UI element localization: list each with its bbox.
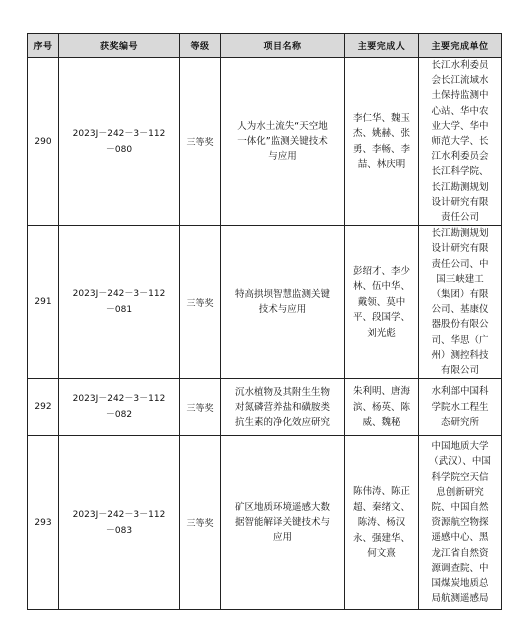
cell-project-line: 据智能解译关键技术与 xyxy=(234,517,330,529)
header-units: 主要完成单位 xyxy=(419,34,502,58)
cell-people-line: 喆、林庆明 xyxy=(357,159,406,171)
cell-people-line: 何文熹 xyxy=(367,548,396,560)
cell-units-line: （集团）有限 xyxy=(431,289,489,301)
cell-award-no-line: －083 xyxy=(105,525,133,536)
cell-people-line: 刘光彪 xyxy=(367,327,396,339)
cell-project-line: 与应用 xyxy=(268,151,297,163)
cell-units-line: 中国地质大学 xyxy=(431,441,489,453)
cell-units-line: 源调查院、中 xyxy=(431,562,489,574)
cell-units-line: 长江科学院、 xyxy=(431,166,489,178)
cell-units-line: 会长江流域水 xyxy=(431,75,489,87)
cell-units xyxy=(419,436,502,610)
cell-seq: 293 xyxy=(28,436,59,610)
cell-units-line: 龙江省自然资 xyxy=(431,547,489,559)
cell-people-line: 朱利明、唐海 xyxy=(352,386,410,398)
cell-units-line: 局航测遥感局 xyxy=(431,593,489,605)
cell-people xyxy=(345,379,419,436)
cell-people-line: 杰、姚赫、张 xyxy=(352,128,410,140)
cell-project-line: 沉水植物及其附生生物 xyxy=(234,386,330,398)
cell-people-line: 林、伍中华、 xyxy=(352,281,410,292)
header-people: 主要完成人 xyxy=(345,34,419,58)
cell-grade: 三等奖 xyxy=(180,226,221,379)
cell-grade: 三等奖 xyxy=(180,436,221,610)
table-header xyxy=(28,34,502,58)
table-row xyxy=(28,58,502,226)
cell-project-line: 一体化”监测关键技术 xyxy=(237,136,328,148)
cell-units-line: 司、华思（广 xyxy=(431,334,489,346)
awards-table xyxy=(27,33,502,610)
cell-seq: 292 xyxy=(28,379,59,436)
cell-grade: 三等奖 xyxy=(180,379,221,436)
cell-seq: 291 xyxy=(28,226,59,379)
cell-people-line: 彭绍才、李少 xyxy=(352,265,410,277)
cell-units-line: 江水利委员会 xyxy=(431,151,489,163)
cell-units-line: 长江水利委员 xyxy=(431,60,489,71)
cell-units xyxy=(419,58,502,226)
cell-project-line: 人为水土流失“天空地 xyxy=(237,121,328,133)
cell-units-line: 水利部中国科 xyxy=(431,386,489,398)
cell-seq: 290 xyxy=(28,58,59,226)
cell-project-line: 抗生素的净化效应研究 xyxy=(234,416,330,428)
header-grade: 等级 xyxy=(180,34,221,58)
cell-people-line: 陈伟涛、陈正 xyxy=(352,486,410,498)
cell-award-no-line: －081 xyxy=(105,305,133,316)
table-row xyxy=(28,226,502,379)
cell-project xyxy=(221,436,345,610)
cell-units-line: 科学院空天信 xyxy=(431,471,489,483)
cell-units-line: 院、中国自然 xyxy=(431,501,489,513)
cell-units-line: 州）测控科技 xyxy=(431,349,489,361)
cell-units-line: 公司、基康仪 xyxy=(431,304,489,316)
table-row xyxy=(28,436,502,610)
cell-award-no xyxy=(59,226,180,379)
cell-units-line: 业大学、华中 xyxy=(431,120,489,132)
cell-units-line: 心站、华中农 xyxy=(431,105,489,117)
cell-units-line: 设计研究有限 xyxy=(431,243,489,255)
cell-units-line: 资源航空物探 xyxy=(431,517,489,529)
cell-award-no-line: 2023J－242－3－112 xyxy=(72,289,166,300)
cell-people-line: 超、秦绪文、 xyxy=(352,501,410,513)
header-project: 项目名称 xyxy=(221,34,345,58)
cell-project-line: 应用 xyxy=(272,532,292,544)
cell-award-no-line: 2023J－242－3－112 xyxy=(72,394,166,405)
cell-people-line: 威、魏秘 xyxy=(362,417,401,429)
header-award-no: 获奖编号 xyxy=(59,34,180,58)
cell-people xyxy=(345,58,419,226)
cell-award-no-line: 2023J－242－3－112 xyxy=(72,128,166,139)
cell-units xyxy=(419,226,502,379)
header-seq: 序号 xyxy=(28,34,59,58)
cell-award-no-line: －080 xyxy=(105,144,133,155)
cell-award-no-line: －082 xyxy=(105,410,133,421)
cell-units-line: 态研究所 xyxy=(440,416,479,428)
cell-project-line: 特高拱坝智慧监测关键 xyxy=(234,289,330,301)
cell-people-line: 戴领、莫中 xyxy=(357,296,406,308)
cell-people-line: 勇、李畅、李 xyxy=(352,143,410,155)
table-body xyxy=(28,58,502,610)
cell-units-line: 长江勘测规划 xyxy=(431,181,489,193)
cell-people xyxy=(345,436,419,610)
cell-people-line: 永、强建华、 xyxy=(352,532,410,544)
cell-units-line: 责任公司、中 xyxy=(431,258,489,270)
header-row xyxy=(28,34,502,58)
cell-people-line: 李仁华、魏玉 xyxy=(352,112,410,124)
cell-units-line: 责任公司 xyxy=(440,212,479,224)
cell-units xyxy=(419,379,502,436)
cell-award-no xyxy=(59,436,180,610)
cell-units-line: 器股份有限公 xyxy=(431,319,489,331)
cell-award-no xyxy=(59,58,180,226)
cell-units-line: 国三峡建工 xyxy=(436,273,484,285)
cell-project-line: 矿区地质环境遥感大数 xyxy=(234,502,330,514)
cell-project xyxy=(221,379,345,436)
cell-units-line: 设计研究有限 xyxy=(431,196,489,208)
cell-units-line: 遥感中心、黑 xyxy=(431,532,489,544)
cell-people-line: 平、段国学、 xyxy=(352,312,410,323)
cell-award-no-line: 2023J－242－3－112 xyxy=(72,509,166,520)
cell-units-line: 息创新研究 xyxy=(436,486,484,498)
cell-units-line: 学院水工程生 xyxy=(431,401,489,413)
cell-grade: 三等奖 xyxy=(180,58,221,226)
cell-people-line: 滨、杨英、陈 xyxy=(352,401,410,413)
cell-project xyxy=(221,58,345,226)
cell-units-line: （武汉）、中国 xyxy=(429,456,491,468)
cell-units-line: 长江勘测规划 xyxy=(431,228,489,240)
table-row xyxy=(28,379,502,436)
cell-award-no xyxy=(59,379,180,436)
cell-people-line: 陈涛、杨汉 xyxy=(357,517,406,529)
cell-units-line: 土保持监测中 xyxy=(431,90,489,102)
cell-units-line: 有限公司 xyxy=(440,365,479,377)
cell-project xyxy=(221,226,345,379)
cell-project-line: 技术与应用 xyxy=(258,304,307,316)
cell-units-line: 师范大学、长 xyxy=(431,136,489,148)
cell-people xyxy=(345,226,419,379)
cell-project-line: 对氮磷营养盐和磺胺类 xyxy=(234,401,330,413)
cell-units-line: 国煤炭地质总 xyxy=(431,577,489,589)
